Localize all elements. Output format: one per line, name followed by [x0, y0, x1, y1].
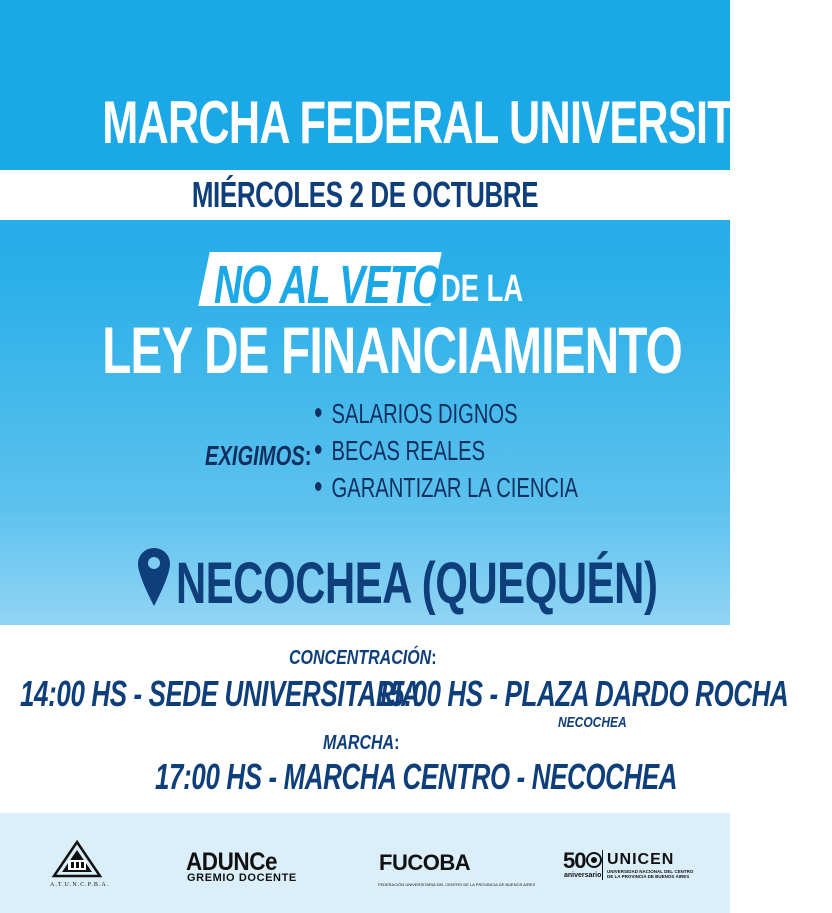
schedule-slot-2: 15:00 HS - PLAZA DARDO ROCHA	[376, 673, 789, 714]
demand-item: GARANTIZAR LA CIENCIA	[315, 472, 578, 509]
bullet-icon	[315, 482, 321, 491]
schedule-slot-2-city: NECOCHEA	[558, 714, 627, 731]
demand-item: SALARIOS DIGNOS	[315, 398, 578, 435]
march-slot: 17:00 HS - MARCHA CENTRO - NECOCHEA	[155, 756, 678, 797]
demands-list	[315, 398, 680, 509]
demands-label: EXIGIMOS:	[205, 440, 312, 471]
unicen-logo-name: UNICEN	[607, 851, 675, 868]
page-title: MARCHA FEDERAL UNIVERSITARIA	[102, 89, 832, 156]
schedule-slot-1: 14:00 HS - SEDE UNIVERSITARIA	[20, 673, 420, 714]
fucoba-logo-sub: FEDERACIÓN UNIVERSITARIA DEL CENTRO DE LA PROVINCIA DE BUENOS AIRES	[378, 882, 536, 887]
anniversary-seal-icon	[586, 852, 602, 868]
atuncpba-text: A.T.U.N.C.P.B.A.	[50, 882, 110, 888]
headline-connector: DE LA	[441, 268, 524, 310]
bullet-icon	[315, 408, 321, 417]
event-date: MIÉRCOLES 2 DE OCTUBRE	[191, 174, 539, 215]
unicen-logo-sub: UNIVERSIDAD NACIONAL DEL CENTRO DE LA PROVINCIA DE BUENOS AIRES	[607, 869, 694, 879]
location-text: NECOCHEA (QUEQUÉN)	[176, 551, 658, 616]
aniversario-text: aniversario	[564, 872, 602, 879]
atuncpba-logo	[52, 840, 102, 882]
march-label: MARCHA:	[323, 732, 400, 754]
headline-main: LEY DE FINANCIAMIENTO	[102, 313, 683, 387]
map-pin-icon	[138, 548, 170, 608]
demand-item: BECAS REALES	[315, 435, 578, 472]
fucoba-logo-text: FUCOBA	[379, 850, 471, 875]
adunce-logo-name: ADUNCe	[186, 848, 278, 876]
fifty-years-text: 50	[563, 848, 586, 873]
logo-divider	[602, 850, 603, 880]
concentration-label: CONCENTRACIÓN:	[289, 647, 437, 669]
adunce-logo-sub: GREMIO DOCENTE	[187, 872, 297, 884]
headline-highlight: NO AL VETO	[214, 255, 442, 315]
bullet-icon	[315, 445, 321, 454]
